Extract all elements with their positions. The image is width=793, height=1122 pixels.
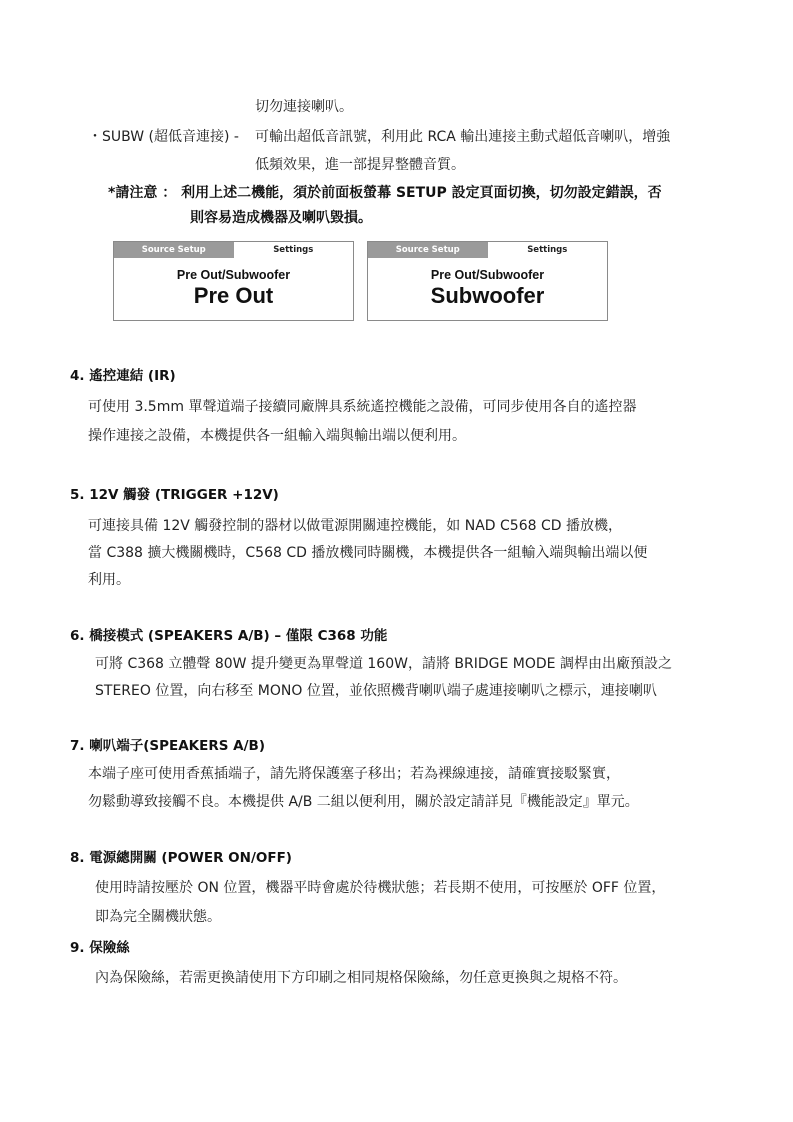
subw-continuation: 切勿連接喇叭。 bbox=[255, 99, 353, 115]
section-9-line: 內為保險絲，若需更換請使用下方印刷之相同規格保險絲，勿任意更換與之規格不符。 bbox=[95, 970, 627, 986]
section-4-heading: 4. 遙控連結 (IR) bbox=[70, 368, 176, 384]
section-5-heading: 5. 12V 觸發 (TRIGGER +12V) bbox=[70, 487, 279, 503]
section-9-heading: 9. 保險絲 bbox=[70, 940, 130, 956]
section-5-line: 利用。 bbox=[88, 572, 130, 588]
section-7-line: 勿鬆動導致接觸不良。本機提供 A/B 二組以便利用，關於設定請詳見『機能設定』單元。 bbox=[88, 794, 639, 810]
section-6-line: STEREO 位置，向右移至 MONO 位置，並依照機背喇叭端子處連接喇叭之標示，連接喇叭 bbox=[95, 683, 657, 699]
setup-tabs bbox=[368, 242, 607, 258]
section-7-line: 本端子座可使用香蕉插端子，請先將保護塞子移出；若為裸線連接，請確實接駁緊實， bbox=[88, 766, 620, 782]
tab-settings: Settings bbox=[488, 242, 608, 258]
setup-screen-preout bbox=[113, 241, 354, 321]
section-7-heading: 7. 喇叭端子(SPEAKERS A/B) bbox=[70, 738, 266, 754]
setting-label: Pre Out/Subwoofer bbox=[430, 268, 545, 282]
subw-desc-line2: 低頻效果，進一部提昇整體音質。 bbox=[255, 157, 465, 173]
section-5-line: 可連接具備 12V 觸發控制的器材以做電源開關連控機能，如 NAD C568 CD 播放機， bbox=[88, 518, 622, 534]
subw-label: ・SUBW (超低音連接) - bbox=[88, 129, 239, 145]
section-6-heading: 6. 橋接模式 (SPEAKERS A/B) – 僅限 C368 功能 bbox=[70, 628, 388, 644]
section-5-line: 當 C388 擴大機關機時，C568 CD 播放機同時關機，本機提供各一組輸入端與輸出端以便 bbox=[88, 545, 648, 561]
section-8-line: 即為完全關機狀態。 bbox=[95, 909, 221, 925]
tab-source-setup: Source Setup bbox=[368, 242, 488, 258]
section-6-line: 可將 C368 立體聲 80W 提升變更為單聲道 160W，請將 BRIDGE MODE 調桿由出廠預設之 bbox=[95, 656, 672, 672]
setup-tabs bbox=[114, 242, 353, 258]
setting-label: Pre Out/Subwoofer bbox=[176, 268, 291, 282]
section-8-line: 使用時請按壓於 ON 位置，機器平時會處於待機狀態；若長期不使用，可按壓於 OFF 位置， bbox=[95, 880, 666, 896]
tab-settings: Settings bbox=[234, 242, 354, 258]
tab-source-setup: Source Setup bbox=[114, 242, 234, 258]
setup-screen-subwoofer bbox=[367, 241, 608, 321]
notice-line1: *請注意 ： 利用上述二機能，須於前面板螢幕 SETUP 設定頁面切換，切勿設定錯誤，否 bbox=[108, 185, 662, 201]
notice-line2: 則容易造成機器及喇叭毀損。 bbox=[190, 210, 372, 226]
section-4-line: 可使用 3.5mm 單聲道端子接續同廠牌具系統遙控機能之設備，可同步使用各自的遙控器 bbox=[88, 399, 637, 415]
section-4-line: 操作連接之設備，本機提供各一組輸入端與輸出端以便利用。 bbox=[88, 428, 466, 444]
setting-value: Subwoofer bbox=[430, 283, 545, 308]
subw-desc-line1: 可輸出超低音訊號，利用此 RCA 輸出連接主動式超低音喇叭，增強 bbox=[255, 129, 671, 145]
section-8-heading: 8. 電源總開關 (POWER ON/OFF) bbox=[70, 850, 292, 866]
setting-value: Pre Out bbox=[193, 283, 274, 308]
